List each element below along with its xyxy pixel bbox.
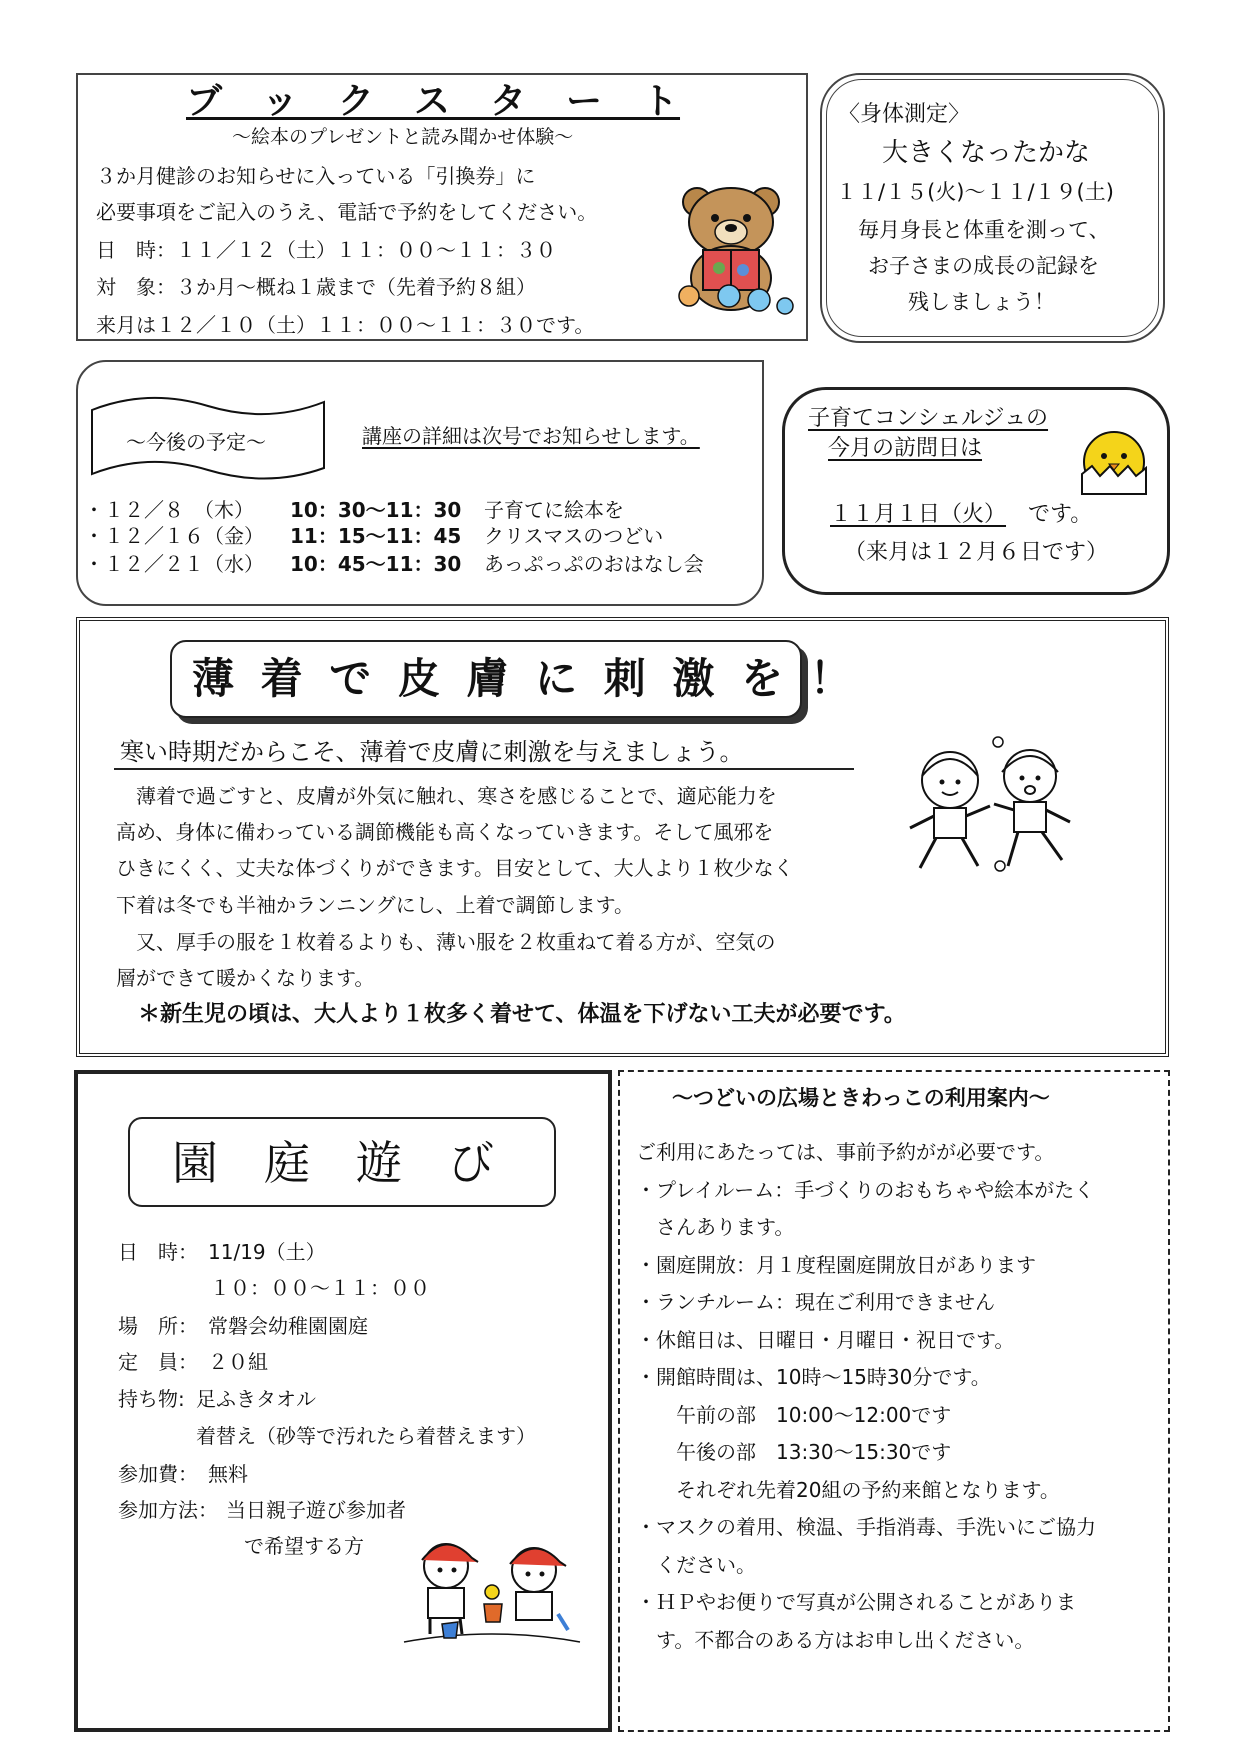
garden-capacity-label: 定 員： [118,1350,198,1374]
schedule-item-time: 10：45～11：30 [290,552,462,576]
guide-title: ～つどいの広場ときわっこの利用案内～ [672,1086,1050,1110]
bookstart-line2: 必要事項をご記入のうえ、電話で予約をしてください。 [96,200,598,224]
garden-time: １０：００～１１：００ [210,1276,430,1300]
concierge-next: （来月は１２月６日です） [844,540,1109,565]
guide-line: さんあります。 [636,1215,795,1239]
schedule-item-title: クリスマスのつどい [484,524,664,548]
thin-paragraph-line: 高め、身体に備わっている調節機能も高くなっていきます。そして風邪を [116,820,774,844]
garden-date: 11/19（土） [208,1240,326,1264]
measure-line3: 残しましょう！ [908,290,1055,314]
running-kids-illustration [898,732,1088,882]
schedule-note: 講座の詳細は次号でお知らせします。 [362,424,700,448]
measure-title: 大きくなったかな [882,138,1091,168]
concierge-line1: 子育てコンシェルジュの [808,406,1049,431]
schedule-item-date: ・１２／１６（金） [84,524,264,548]
bookstart-target: 対 象：３か月～概ね１歳まで（先着予約８組） [96,275,536,299]
sandbox-kids-illustration [402,1530,582,1650]
garden-how2: で希望する方 [244,1534,364,1558]
chick-icon [1076,424,1152,496]
concierge-date: １１月１日（火） [830,502,1007,527]
bookstart-subtitle: ～絵本のプレゼントと読み聞かせ体験～ [232,126,574,148]
measure-dates: １１/１５(火)～１１/１９(土) [836,180,1114,204]
bookstart-title: ブ ッ ク ス タ ー ト [186,81,681,122]
guide-line: す。不都合のある方はお申し出ください。 [636,1627,1035,1652]
thin-paragraph-line: 層ができて暖かくなります。 [116,966,375,990]
guide-line: ・休館日は、日曜日・月曜日・祝日です。 [636,1327,1015,1352]
thin-note: ＊新生児の頃は、大人より１枚多く着せて、体温を下げない工夫が必要です。 [138,1002,906,1027]
guide-line: ください。 [636,1552,756,1577]
bookstart-next: 来月は１２／１０（土）１１：００～１１：３０です。 [96,313,595,337]
thin-paragraph-line: ひきにくく、丈夫な体づくりができます。目安として、大人より１枚少なく [116,856,794,880]
garden-how-label: 参加方法： [118,1498,218,1522]
garden-how1: 当日親子遊び参加者 [226,1498,406,1522]
measure-heading: 〈身体測定〉 [838,102,971,127]
measure-line2: お子さまの成長の記録を [868,254,1099,278]
garden-capacity: ２０組 [208,1350,268,1374]
bookstart-line1: ３か月健診のお知らせに入っている「引換券」に [96,164,536,188]
guide-line: ・開館時間は、10時～15時30分です。 [636,1365,991,1389]
guide-line: ・園庭開放：月１度程園庭開放日があります [636,1252,1036,1277]
thin-paragraph-line: 又、厚手の服を１枚着るよりも、薄い服を２枚重ねて着る方が、空気の [116,930,776,954]
schedule-item-date: ・１２／８ （木） [84,498,254,522]
concierge-suffix: です。 [1028,502,1093,527]
schedule-item-title: あっぷっぷのおはなし会 [484,552,704,576]
schedule-banner: ～今後の予定～ [126,430,266,454]
schedule-item-time: 11：15～11：45 [290,524,462,548]
schedule-item-time: 10：30～11：30 [290,498,462,522]
thin-title: 薄 着 で 皮 膚 に 刺 激 を ！ [192,654,858,703]
garden-place: 常磐会幼稚園園庭 [208,1314,368,1338]
garden-fee-label: 参加費： [118,1462,198,1486]
garden-title: 園 庭 遊 び [172,1136,494,1190]
thin-paragraph-line: 下着は冬でも半袖かランニングにし、上着で調節します。 [116,893,634,917]
guide-line: ・マスクの着用、検温、手指消毒、手洗いにご協力 [636,1515,1096,1539]
schedule-item-title: 子育てに絵本を [484,498,624,522]
garden-bring1: 足ふきタオル [196,1387,316,1411]
thin-paragraph-line: 薄着で過ごすと、皮膚が外気に触れ、寒さを感じることで、適応能力を [116,784,777,808]
measure-line1: 毎月身長と体重を測って、 [858,218,1110,242]
guide-line: それぞれ先着20組の予約来館となります。 [636,1477,1060,1502]
garden-bring-label: 持ち物: [118,1387,185,1411]
thin-lead: 寒い時期だからこそ、薄着で皮膚に刺激を与えましょう。 [120,738,744,766]
bear-reading-illustration [675,180,805,320]
guide-line: ・ＨＰやお便りで写真が公開されることがありま [636,1590,1076,1614]
concierge-line2: 今月の訪問日は [828,436,983,461]
garden-date-label: 日 時： [118,1240,198,1264]
garden-place-label: 場 所： [118,1314,198,1338]
thin-lead-underline [114,768,854,770]
guide-line: ご利用にあたっては、事前予約がが必要です。 [636,1140,1055,1164]
guide-line: ・プレイルーム：手づくりのおもちゃや絵本がたく [636,1177,1095,1202]
bookstart-datetime: 日 時：１１／１２（土）１１：００～１１：３０ [96,238,556,262]
garden-fee: 無料 [208,1462,248,1486]
guide-line: 午後の部 13:30～15:30です [636,1440,952,1464]
guide-line: ・ランチルーム：現在ご利用できません [636,1290,995,1314]
guide-line: 午前の部 10:00～12:00です [636,1402,952,1427]
schedule-item-date: ・１２／２１（水） [84,552,264,576]
garden-bring2: 着替え（砂等で汚れたら着替えます） [196,1424,536,1448]
